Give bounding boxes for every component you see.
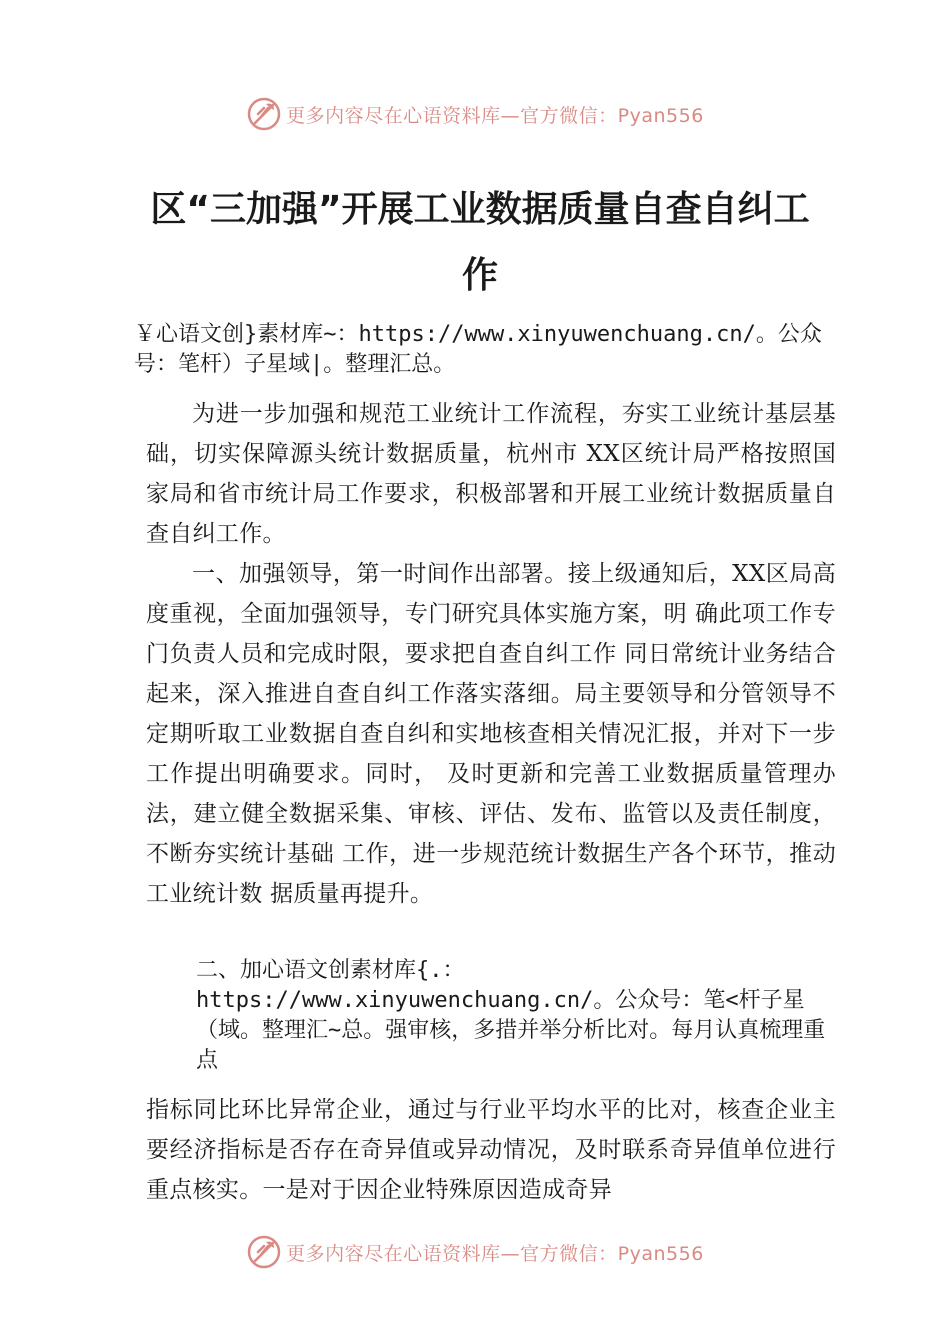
document-title-line-1: 区“三加强”开展工业数据质量自查自纠工 — [150, 189, 810, 230]
paragraph-intro: 为进一步加强和规范工业统计工作流程，夯实工业统计基层基础，切实保障源头统计数据质量，杭州市 XX区统计局严格按照国家局和省市统计局工作要求，积极部署和开展工业统计数据质量自查自纠工作。 — [146, 401, 836, 547]
paragraph-section-1: 一、加强领导，第一时间作出部署。接上级通知后，XX区局高度重视，全面加强领导，专门研究具体实施方案，明 确此项工作专门负责人员和完成时限，要求把自查自纠工作 同日常统计业务结合起来，深入推进自查自纠工作落实落细。局主要领导和分管领导不定期听取工业数据自查自纠和实地核查相关情况汇报，并对下一步工作提出明确要求。同时， 及时更新和完善工业数据质量管理办法，建立健全数据采集、审核、评估、发布、监管以及责任制度，不断夯实统计基础 工作，进一步规范统计数据生产各个环节，推动工业统计数 据质量再提升。 — [146, 561, 836, 907]
banner-text: 更多内容尽在心语资料库—官方微信：Pyan556 — [286, 104, 704, 127]
watermark-note-2: 二、加心语文创素材库{.：https://www.xinyuwenchuang.cn/。公众号：笔<杆子星（域。整理汇~总。强审核，多措并举分析比对。每月认真梳理重点 — [196, 958, 826, 1073]
quill-logo-icon — [246, 1234, 282, 1270]
document-title-line-2: 作 — [461, 255, 498, 296]
header-banner — [0, 94, 950, 134]
watermark-note-1: ￥心语文创}素材库~：https://www.xinyuwenchuang.cn/。公众号：笔杆）子星域|。整理汇总。 — [134, 322, 822, 377]
quill-logo-icon — [246, 96, 282, 132]
paragraph-section-2-continued: 指标同比环比异常企业，通过与行业平均水平的比对，核查企业主要经济指标是否存在奇异值或异动情况，及时联系奇异值单位进行重点核实。一是对于因企业特殊原因造成奇异 — [146, 1097, 836, 1203]
banner-text: 更多内容尽在心语资料库—官方微信：Pyan556 — [286, 1242, 704, 1265]
footer-banner — [0, 1232, 950, 1272]
